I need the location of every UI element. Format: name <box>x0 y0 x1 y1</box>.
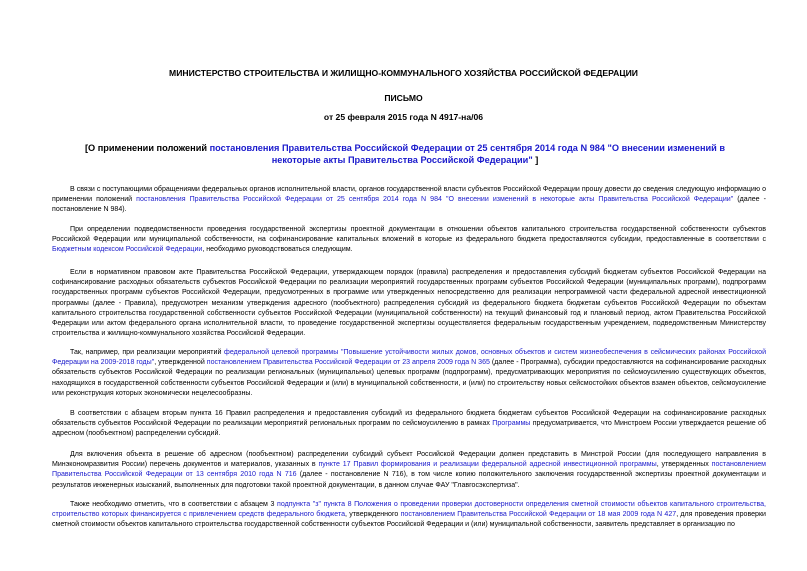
document-date-number: от 25 февраля 2015 года N 4917-на/06 <box>323 112 484 122</box>
paragraph-1 <box>52 185 766 216</box>
program-link[interactable]: Программы <box>492 420 531 428</box>
resolution-427-link[interactable]: постановлением Правительства Российской Федерации от 18 мая 2009 года N 427 <box>400 511 677 519</box>
paragraph-7 <box>52 500 766 531</box>
paragraph-4-text-a: Так, например, при реализации мероприятий <box>70 349 225 356</box>
regulation-subpoint-link[interactable]: подпункта "з" пункта 8 Положения о проведении проверки достоверности определения сметной стоимости объектов капитального строительства, строительство которых финансируется с привлечением средств федерального бюджета <box>52 501 766 519</box>
paragraph-1-text-a: В связи с поступающими обращениями федеральных органов исполнительной власти, органов государственной власти субъектов Российской Федерации прошу довести до сведения следующую информацию о применении положений <box>52 186 766 204</box>
paragraph-2-text-a: При определении подведомственности проведения государственной экспертизы проектной документации в отношении объектов капитального строительства государственной собственности субъектов Российской Федерации или муниципальной собственности, на софинансирование капитальных вложений в которые из федерального бюджета предоставляются субсидии, предоставленные в соответствии с <box>52 226 766 244</box>
subject-open: [О применении положений <box>84 143 210 153</box>
federal-program-link[interactable]: федеральной целевой программы "Повышение устойчивости жилых домов, основных объектов и систем жизнеобеспечения в сейсмических районах Российской Федерации на 2009-2018 годы" <box>52 349 766 367</box>
paragraph-7-text-a: Также необходимо отметить, что в соответствии с абзацем 3 <box>70 501 277 508</box>
resolution-716-link[interactable]: постановлением Правительства Российской Федерации от 13 сентября 2010 года N 716 <box>52 461 766 479</box>
paragraph-4-text-c: (далее - Программа), субсидии предоставляются на софинансирование расходных обязательств субъектов Российской Федерации по реализации региональных (муниципальных) целевых программ (подпрограмм), предусматривающих мероприятия по сейсмоусилению существующих объектов, находящихся в государственной собственности субъектов Российской Федерации и (или) в муниципальной собственности, и (или) по строительству новых сейсмостойких объектов взамен объектов, сейсмоусиление или реконструкция которых экономически нецелесообразны. <box>52 359 766 397</box>
paragraph-6-text-a: Для включения объекта в решение об адресном (пообъектном) распределении субсидий субъект Российской Федерации должен представить в Минстрой России (для последующего направления в Минэкономразвития России) перечень документов и материалов, указанных в <box>52 451 766 469</box>
paragraph-5 <box>52 409 766 440</box>
paragraph-7-text-b: , утвержденного <box>345 511 401 519</box>
paragraph-3 <box>52 268 766 339</box>
paragraph-3-text: Если в нормативном правовом акте Правительства Российской Федерации, утверждающем порядок (правила) распределения и предоставления субсидий бюджетам субъектов Российской Федерации на софинансирование расходных обязательств субъектов Российской Федерации по реализации мероприятий государственных программ субъектов Российской Федерации (муниципальных программ), подпрограмм государственных программ субъектов Российской Федерации, предусмотренных в программе или утвержденных непосредственно для реализации непрограммной части федеральной адресной инвестиционной программы (далее - Правила), предусмотрен механизм утверждения адресного (пообъектного) распределения субсидий из федерального бюджета бюджетам субъектов Российской Федерации по объектам капитального строительства государственной собственности субъектов Российской Федерации (муниципальной собственности) на текущий финансовый год и плановый период, актом Правительства Российской Федерации или актом федерального органа исполнительной власти, то проведение государственной экспертизы осуществляется федеральным государственным учреждением, подведомственным Министерству строительства и жилищно-коммунального хозяйства Российской Федерации. <box>52 269 766 338</box>
paragraph-2-text-b: , необходимо руководствоваться следующим. <box>202 246 353 254</box>
paragraph-4 <box>52 348 766 399</box>
subject-resolution-link[interactable]: постановления Правительства Российской Федерации от 25 сентября 2014 года N 984 "О внесении изменений в некоторые акты Правительства Российской Федерации" <box>209 143 725 165</box>
budget-code-link[interactable]: Бюджетным кодексом Российской Федерации <box>52 246 203 254</box>
document-type-heading: ПИСЬМО <box>384 93 423 103</box>
paragraph-6-text-c: (далее - постановление N 716), в том числе копию положительного заключения государственной экспертизы проектной документации и результатов инженерных изысканий, выполненных для подготовки такой проектной документации, в данном случае ФАУ "Главгосэкспертиза". <box>52 471 766 489</box>
paragraph-5-text-b: предусматривается, что Минстроем России утверждается решение об адресном (пообъектном) распределении субсидий. <box>52 420 766 438</box>
ministry-heading: МИНИСТЕРСТВО СТРОИТЕЛЬСТВА И ЖИЛИЩНО-КОММУНАЛЬНОГО ХОЗЯЙСТВА РОССИЙСКОЙ ФЕДЕРАЦИИ <box>169 68 638 78</box>
resolution-984-link[interactable]: постановления Правительства Российской Федерации от 25 сентября 2014 года N 984 "О внесении изменений в некоторые акты Правительства Российской Федерации" <box>136 196 734 204</box>
paragraph-4-text-b: , утвержденной <box>154 359 207 367</box>
document-subject <box>60 143 750 166</box>
subject-close: ] <box>532 154 539 165</box>
paragraph-2 <box>52 225 766 256</box>
paragraph-1-text-b: (далее - постановление N 984). <box>52 196 767 214</box>
paragraph-6 <box>52 450 766 491</box>
paragraph-5-text-a: В соответствии с абзацем вторым пункта 16 Правил распределения и предоставления субсидий из федерального бюджета бюджетам субъектов Российской Федерации на софинансирование расходных обязательств субъектов Российской Федерации по реализации мероприятий региональных программ по сейсмоусилению в рамках <box>52 410 766 428</box>
paragraph-6-text-b: , утвержденных <box>656 461 712 469</box>
paragraph-7-text-c: , для проведения проверки сметной стоимости объектов капитального строительства государственной собственности субъектов Российской Федерации и (или) муниципальной собственности, заявитель представляет в организацию по <box>52 511 766 529</box>
resolution-365-link[interactable]: постановлением Правительства Российской Федерации от 23 апреля 2009 года N 365 <box>206 359 490 367</box>
rules-point-17-link[interactable]: пункте 17 Правил формирования и реализации федеральной адресной инвестиционной программы <box>318 461 657 469</box>
